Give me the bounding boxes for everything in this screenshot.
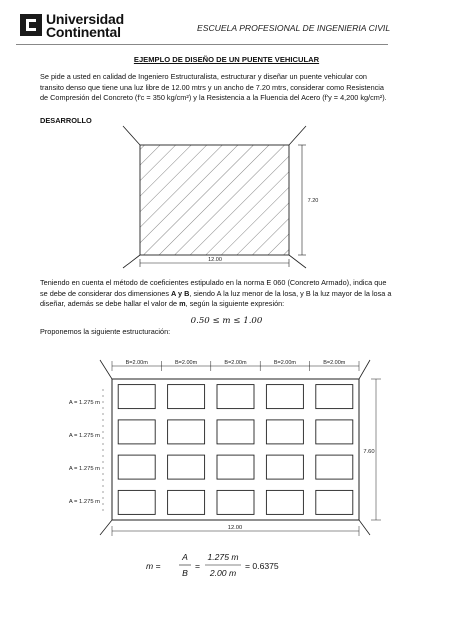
panel-cell	[217, 385, 254, 409]
section-heading: DESARROLLO	[40, 116, 92, 125]
b-label: B=2.00m	[175, 360, 198, 366]
logo-line-2: Continental	[46, 24, 121, 40]
panel-cell	[266, 420, 303, 444]
university-logo	[46, 13, 124, 39]
a-label: A = 1.275 m	[68, 400, 100, 406]
panel-cell	[316, 455, 353, 479]
panel-cell	[168, 490, 205, 514]
fig1-height-label: 7.20	[307, 198, 319, 204]
a-label: A = 1.275 m	[68, 466, 100, 472]
frac2-den: 2.00 m	[209, 568, 237, 578]
method-line-3-b: m	[179, 299, 186, 309]
a-label: A = 1.275 m	[68, 433, 100, 439]
panel-cell	[168, 385, 205, 409]
slab-grid-diagram	[60, 352, 390, 552]
header-divider	[16, 44, 388, 45]
panel-cell	[217, 490, 254, 514]
panel-cell	[217, 420, 254, 444]
fig2-width-label: 12.00	[227, 525, 243, 531]
method-line-3-c: , según la siguiente expresión:	[185, 299, 285, 309]
panel-cell	[266, 490, 303, 514]
panel-cell	[168, 455, 205, 479]
intro-line-3: de Compresión del Concreto (f'c = 350 kg/cm²) y la Resistencia a la Fluencia del Acero (f'y = 4,200 kg/cm²).	[40, 93, 387, 103]
frac1-num: A	[182, 552, 188, 562]
m-formula	[140, 548, 330, 582]
method-line-3-a: diseñar, además se debe hallar el valor de	[40, 299, 180, 309]
slab-rectangle	[140, 145, 289, 255]
m-formula-lhs: m =	[146, 561, 161, 571]
panel-cell	[316, 490, 353, 514]
panel-cell	[266, 455, 303, 479]
frac2-num: 1.275 m	[207, 552, 239, 562]
b-label: B=2.00m	[273, 360, 296, 366]
frac1-den: B	[182, 568, 188, 578]
method-line-1: Teniendo en cuenta el método de coeficientes estipulado en la norma E 060 (Concreto Armado), indica que	[40, 278, 387, 287]
panel-cell	[266, 385, 303, 409]
method-line-2	[40, 289, 410, 300]
a-label: A = 1.275 m	[68, 499, 100, 505]
b-label: B=2.00m	[125, 360, 148, 366]
panel-grid	[118, 385, 353, 515]
fig2-height-label: 7.60	[363, 449, 375, 455]
method-line-3	[40, 299, 410, 310]
slab-outline	[112, 379, 359, 520]
panel-cell	[118, 420, 155, 444]
panel-cell	[168, 420, 205, 444]
intro-paragraph	[40, 72, 410, 104]
method-line-2-a: se debe de considerar dos dimensiones	[40, 288, 172, 298]
panel-cell	[316, 420, 353, 444]
slab-plan-diagram	[105, 122, 335, 272]
university-logo-icon	[20, 14, 42, 36]
b-label: B=2.00m	[224, 360, 247, 366]
method-paragraph	[40, 278, 410, 310]
panel-cell	[118, 490, 155, 514]
method-line-2-b: A y B	[171, 288, 190, 298]
proposal-text: Proponemos la siguiente estructuración:	[40, 327, 171, 336]
fig1-width-label: 12.00	[208, 257, 222, 263]
result-value: = 0.6375	[245, 561, 279, 571]
range-formula: 0.50 ≤ m ≤ 1.00	[190, 316, 263, 326]
method-line-2-c: , siendo A la luz menor de la losa, y B la luz mayor de la losa a	[189, 288, 392, 298]
page-title: EJEMPLO DE DISEÑO DE UN PUENTE VEHICULAR	[133, 55, 320, 64]
equals-sign: =	[195, 561, 201, 571]
panel-cell	[118, 385, 155, 409]
logo-line-1: Universidad	[46, 11, 124, 27]
intro-line-2: transito denso que tiene una luz libre de 12.00 mtrs y un ancho de 7.20 mtrs, considerar como Resistencia	[40, 82, 384, 92]
school-name: ESCUELA PROFESIONAL DE INGENIERIA CIVIL	[197, 23, 391, 33]
panel-cell	[217, 455, 254, 479]
panel-cell	[316, 385, 353, 409]
b-label: B=2.00m	[323, 360, 346, 366]
intro-line-1: Se pide a usted en calidad de Ingeniero Estructuralista, estructurar y diseñar un puente vehicular con	[40, 72, 367, 81]
panel-cell	[118, 455, 155, 479]
